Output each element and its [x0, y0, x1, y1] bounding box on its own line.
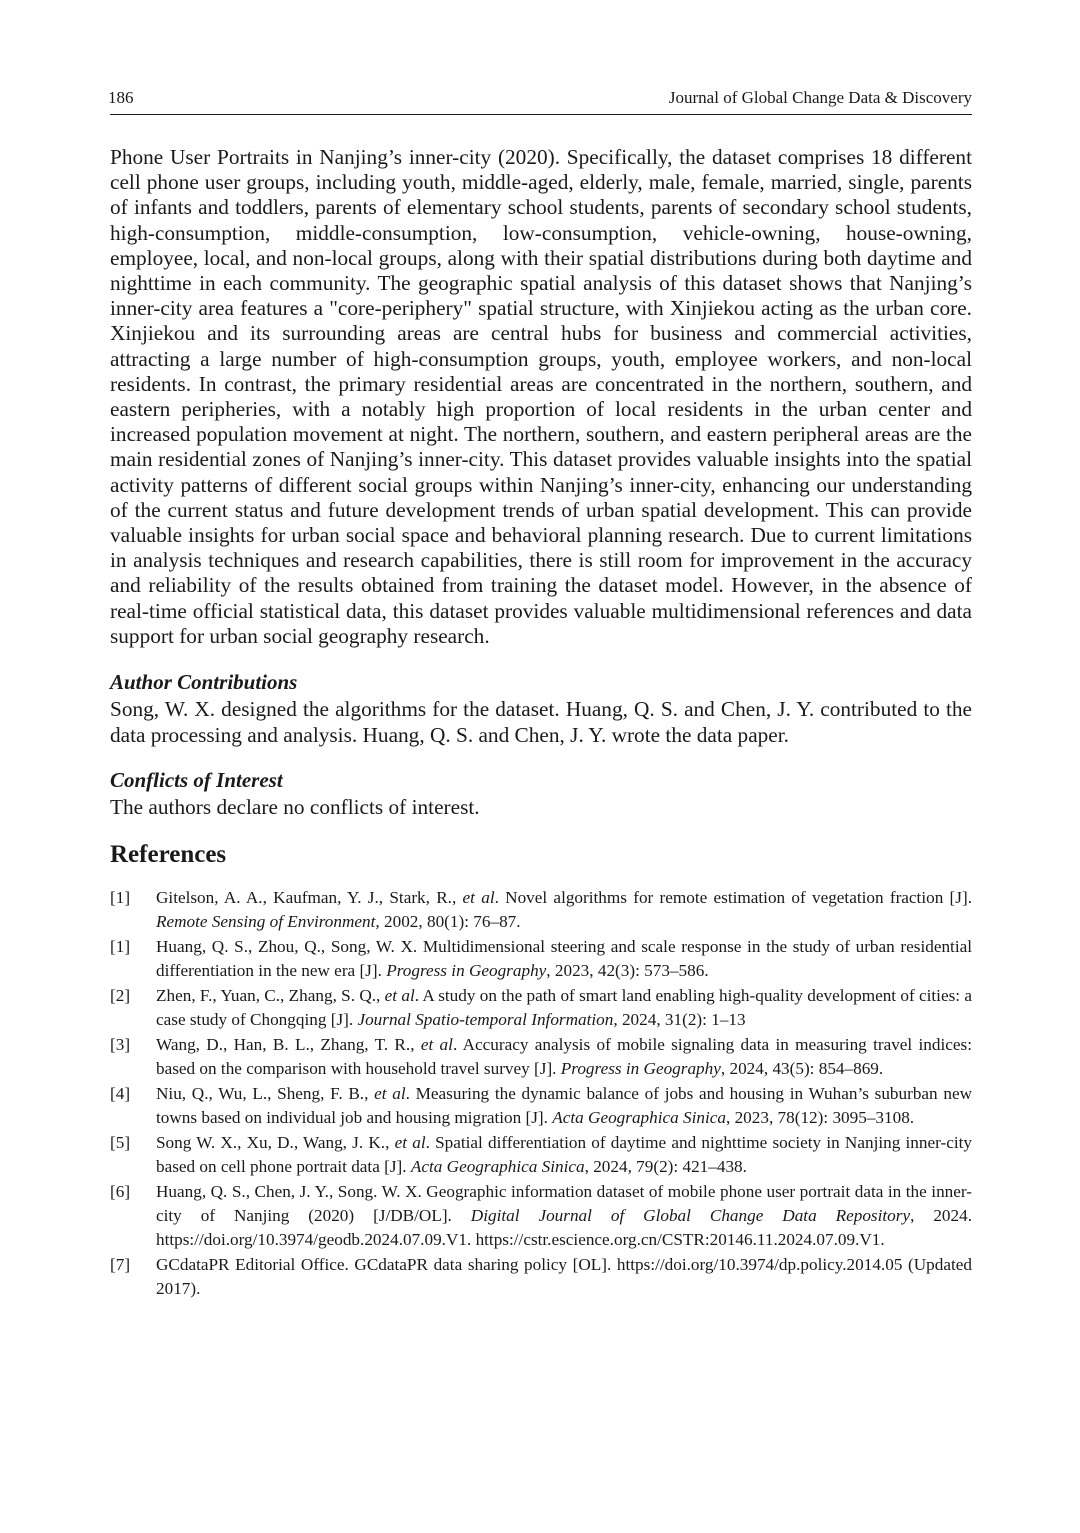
reference-number: [5]: [110, 1132, 131, 1152]
reference-item: [110, 886, 972, 934]
reference-number: [6]: [110, 1181, 131, 1201]
reference-text: GCdataPR Editorial Office. GCdataPR data sharing policy [OL]. https://doi.org/10.3974/dp.policy.2014.05 (Updated 2017).: [156, 1254, 972, 1298]
reference-number: [3]: [110, 1034, 131, 1054]
reference-item: [110, 1253, 972, 1301]
running-header: [110, 88, 972, 115]
body-paragraph: Phone User Portraits in Nanjing’s inner-city (2020). Specifically, the dataset comprises 18 different cell phone user groups, including youth, middle-aged, elderly, male, female, married, single, parents of infants and toddlers, parents of elementary school students, parents of secondary school students, high-consumption, middle-consumption, low-consumption, vehicle-owning, house-owning, employee, local, and non-local groups, along with their spatial distributions during both daytime and nighttime in each community. The geographic spatial analysis of this dataset shows that Nanjing’s inner-city area features a "core-periphery" spatial structure, with Xinjiekou acting as the urban core. Xinjiekou and its surrounding areas are central hubs for business and commercial activities, attracting a large number of high-consumption groups, youth, employee workers, and non-local residents. In contrast, the primary residential areas are concentrated in the northern, southern, and eastern peripheries, with a notably high proportion of local residents in the urban center and increased population movement at night. The northern, southern, and eastern peripheral areas are the main residential zones of Nanjing’s inner-city. This dataset provides valuable insights into the spatial activity patterns of different social groups within Nanjing’s inner-city, enhancing our understanding of the current status and future development trends of urban spatial development. This can provide valuable insights for urban social space and behavioral planning research. Due to current limitations in analysis techniques and research capabilities, there is still room for improvement in the accuracy and reliability of the results obtained from training the dataset model. However, in the absence of real-time official statistical data, this dataset provides valuable multidimensional references and data support for urban social geography research.: [110, 145, 972, 648]
references-list: [110, 886, 972, 1301]
conflicts-heading: Conflicts of Interest: [110, 767, 283, 792]
reference-number: [1]: [110, 936, 131, 956]
reference-text: Huang, Q. S., Zhou, Q., Song, W. X. Multidimensional steering and scale response in the study of urban residential differentiation in the new era [J]. Progress in Geography, 2023, 42(3): 573–586.: [156, 936, 972, 980]
reference-item: [110, 1082, 972, 1130]
reference-text: Huang, Q. S., Chen, J. Y., Song. W. X. Geographic information dataset of mobile phone user portrait data in the inner-city of Nanjing (2020) [J/DB/OL]. Digital Journal of Global Change Data Repository, 2024. https://doi.org/10.3974/geodb.2024.07.09.V1. https://cstr.escience.org.cn/CSTR:20146.11.2024.07.09.V1.: [156, 1181, 972, 1249]
reference-item: [110, 935, 972, 983]
paper-page: [110, 88, 972, 1302]
reference-item: [110, 1131, 972, 1179]
author-contributions-text: Song, W. X. designed the algorithms for the dataset. Huang, Q. S. and Chen, J. Y. contributed to the data processing and analysis. Huang, Q. S. and Chen, J. Y. wrote the data paper.: [110, 697, 972, 747]
reference-item: [110, 1180, 972, 1252]
author-contributions-heading: Author Contributions: [110, 670, 298, 695]
reference-item: [110, 984, 972, 1032]
reference-text: Wang, D., Han, B. L., Zhang, T. R., et al. Accuracy analysis of mobile signaling data in measuring travel indices: based on the comparison with household travel survey [J]. Progress in Geography, 2024, 43(5): 854–869.: [156, 1034, 972, 1078]
references-heading: References: [110, 840, 227, 868]
reference-number: [4]: [110, 1083, 131, 1103]
journal-title: Journal of Global Change Data & Discovery: [668, 88, 972, 107]
reference-text: Zhen, F., Yuan, C., Zhang, S. Q., et al. A study on the path of smart land enabling high-quality development of cities: a case study of Chongqing [J]. Journal Spatio-temporal Information, 2024, 31(2): 1–13: [156, 985, 972, 1029]
reference-text: Gitelson, A. A., Kaufman, Y. J., Stark, R., et al. Novel algorithms for remote estimation of vegetation fraction [J]. Remote Sensing of Environment, 2002, 80(1): 76–87.: [156, 887, 972, 931]
reference-text: Niu, Q., Wu, L., Sheng, F. B., et al. Measuring the dynamic balance of jobs and housing in Wuhan’s suburban new towns based on individual job and housing migration [J]. Acta Geographica Sinica, 2023, 78(12): 3095–3108.: [156, 1083, 972, 1127]
reference-text: Song W. X., Xu, D., Wang, J. K., et al. Spatial differentiation of daytime and nighttime society in Nanjing inner-city based on cell phone portrait data [J]. Acta Geographica Sinica, 2024, 79(2): 421–438.: [156, 1132, 972, 1176]
conflicts-text: The authors declare no conflicts of interest.: [110, 794, 480, 819]
page-number: 186: [108, 88, 134, 107]
reference-item: [110, 1033, 972, 1081]
reference-number: [2]: [110, 985, 131, 1005]
reference-number: [1]: [110, 887, 131, 907]
reference-number: [7]: [110, 1254, 131, 1274]
